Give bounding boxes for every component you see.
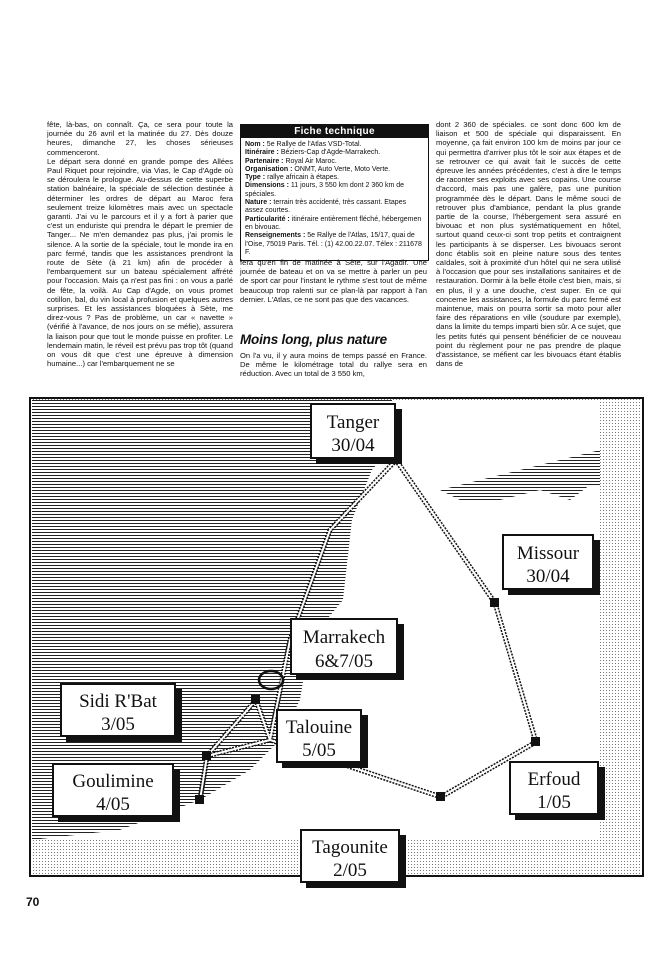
col2-para: fera qu'en fin de matinée à Sète, sur l'Agadir. Une journée de bateau et on va se mettre à parler un peu de sport car pour l'instant le rythme s'est tout de même beaucoup trop ralenti sur ce plan-là par rapport à l'an dernier. L'Atlas, ce ne sont pas que des vacances. xyxy=(240,258,427,304)
fiche-value: rallye africain à étapes. xyxy=(267,174,340,182)
city-name-goulimine: Goulimine xyxy=(72,771,154,792)
fiche-value: Béziers-Cap d'Agde-Marrakech. xyxy=(280,149,381,157)
city-date-tagounite: 2/05 xyxy=(333,860,367,881)
fiche-value: 11 jours, 3 550 km dont 2 360 km de spéciales. xyxy=(245,182,405,198)
fiche-value: 5e Rallye de l'Atlas VSD-Total. xyxy=(266,141,362,148)
fiche-technique-title: Fiche technique xyxy=(241,125,428,138)
city-date-talouine: 5/05 xyxy=(302,740,336,761)
city-name-erfoud: Erfoud xyxy=(527,769,581,790)
city-date-goulimine: 4/05 xyxy=(96,794,130,815)
city-name-missour: Missour xyxy=(516,543,580,564)
city-date-erfoud: 1/05 xyxy=(537,792,571,813)
col1-para-1: fête, là-bas, on connaît. Ça, ce sera pour toute la journée du 26 avril et la matinée du 27. Dès douze heures, dimanche 27, les choses sérieuses commenceront. xyxy=(47,120,233,157)
fiche-value: 5e Rallye de l'Atlas, 15/17, quai de l'Oise, 75019 Paris. Tél. : (1) 42.00.22.07. Télex : 211678 F. xyxy=(245,232,422,256)
city-name-tanger: Tanger xyxy=(326,412,380,433)
fiche-value: Royal Air Maroc. xyxy=(285,157,337,165)
fiche-key: Itinéraire : xyxy=(245,149,279,157)
col1-para-2: Le départ sera donné en grande pompe des Allées Paul Riquet pour rejoindre, via Vias, le Cap d'Agde où se déroulera le prologue. Au-dessus de cette superbe station balnéaire, la spéciale de sélection destinée à déterminer les ordres de départ au Maroc fera seulement treize kilomètres mais avec un spectacle garanti. J'ai vu le parcours et il y a fort à parier que c'est un enduriste qui prendra le départ le premier de Tanger... Ne m'en demandez pas plus, j'ai promis le silence. A la sortie de la spéciale, tout le monde ira en parc fermé, tandis que les assistances prendront la route de Sète (à 21 km) afin de procéder à l'embarquement sur un bateau spécialement affrété pour l'occasion. Mais ça n'est pas fini : on vous a parlé de fête, la voilà. Au Cap d'Agde, on vous promet cotillon, bal, du vin local à profusion et quelques autres surprises. Et les assistances bloquées à Sète, me direz-vous ? Pas de problème, un car « navette » (vérifié à l'avance, de nos jours on se méfie), assurera la liaison pour que tout le monde puisse en profiter. Le lendemain matin, le réveil est prévu pas trop tôt (quand on vous dit que c'est une épreuve à dimension humaine...) car l'embarquement ne se xyxy=(47,156,233,369)
fiche-key: Renseignements : xyxy=(245,232,306,240)
border-strip-right xyxy=(600,400,641,874)
fiche-key: Type : xyxy=(245,174,266,182)
fiche-key: Partenaire : xyxy=(245,157,284,165)
city-name-marrakech: Marrakech xyxy=(302,627,386,648)
fiche-key: Particularité : xyxy=(245,215,290,223)
city-date-sidi-rbat: 3/05 xyxy=(101,714,135,735)
page-number: 70 xyxy=(26,895,40,909)
fiche-key: Dimensions : xyxy=(245,182,289,190)
col2b-para: On l'a vu, il y aura moins de temps passé en France. De même le kilométrage total du rallye sera en réduction. Avec un total de 3 550 km, xyxy=(240,351,427,379)
col3-para: dont 2 360 de spéciales. ce sont donc 600 km de liaison et 500 de spéciale qui disparaissent. En moyenne, ça fait environ 100 km de moins par jour ce qui permettra d'arriver plus tôt le soir aux étapes et de se retrouver ce qui avait fait le succès de cette épreuve les années précédentes, c'est à dire le temps de raconter ses exploits avec ses copains. Une course d'accord, mais pas une galère, pas une punition programmée dès le départ. Dans le même souci de retrouver plus d'ambiance, pendant la plus grande partie de la course, l'hébergement sera assuré en bivouac et non plus systématiquement en hôtel, surtout quand ceux-ci sont trop petits et contraignent les participants à se disperser. Les bivouacs seront donc établis soit en pleine nature sous des tentes caïdales, soit à proximité d'un hôtel qui ne sera utilisé à l'occasion que pour ses installations sanitaires et de restauration. Dormir à la belle étoile c'est bien, mais, si en plus, il y a une douche, c'est super. En ce qui concerne les assistances, la formule du parc fermé est maintenue, mais on pourra sortir sa moto pour aller faire des réparations en ville (soudure par exemple), dans la limite du temps imparti bien sûr. A ce sujet, que les petits futés qui pensent bénéficier de ce nouveau point du règlement pour ne pas prendre de plaque d'assistance, se méfient car les bivouacs étant établis dans de xyxy=(436,120,621,369)
city-date-tanger: 30/04 xyxy=(331,435,375,456)
fiche-key: Organisation : xyxy=(245,165,293,173)
city-name-sidi-rbat: Sidi R'Bat xyxy=(79,691,157,712)
fiche-key: Nature : xyxy=(245,199,272,207)
fiche-value: itinéraire entièrement fléché, hébergemen en bivouac. xyxy=(245,215,422,231)
city-name-tagounite: Tagounite xyxy=(312,837,388,858)
fiche-value: ONMT, Auto Verte, Moto Verte. xyxy=(294,165,391,173)
fiche-key: Nom : xyxy=(245,141,265,148)
city-date-marrakech: 6&7/05 xyxy=(314,651,374,672)
section-heading: Moins long, plus nature xyxy=(240,332,387,347)
fiche-value: terrain très accidenté, très cassant. Etapes assez courtes. xyxy=(245,199,407,215)
city-name-talouine: Talouine xyxy=(285,717,353,738)
city-date-missour: 30/04 xyxy=(526,566,570,587)
